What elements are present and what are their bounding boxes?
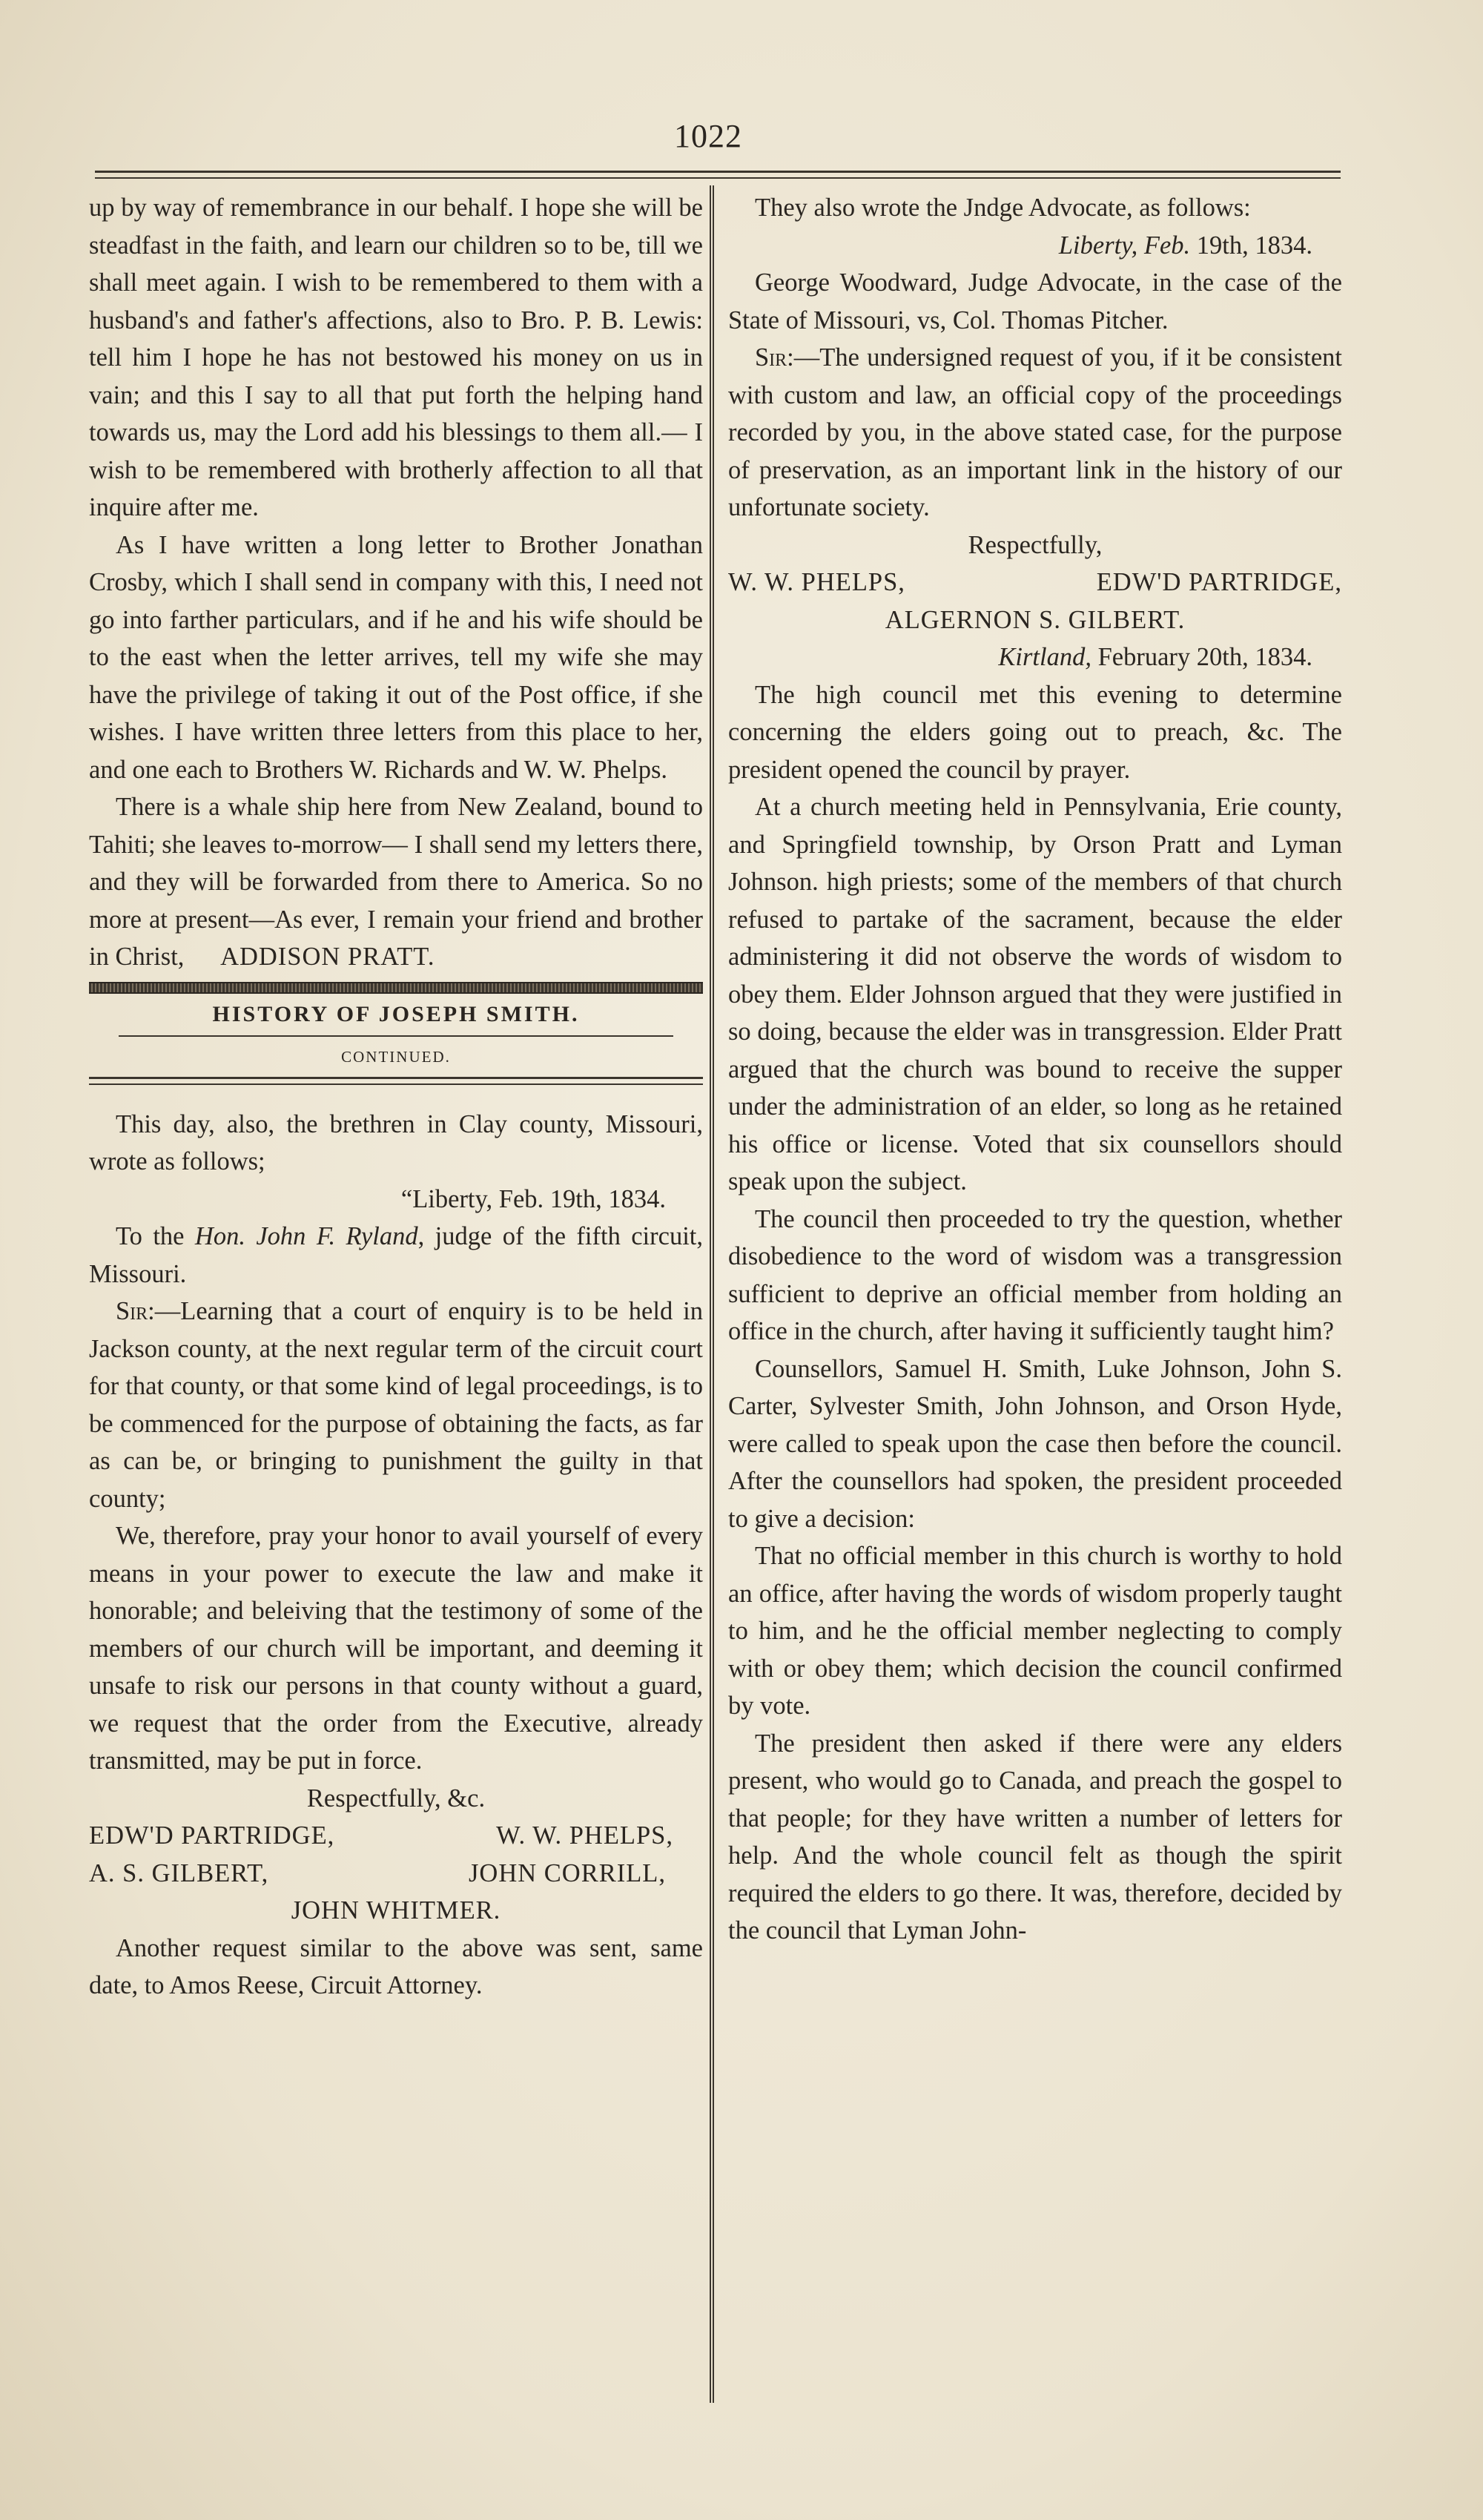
title-rule [119,1035,673,1037]
signature-whitmer: JOHN WHITMER. [291,1896,501,1924]
letter-closing: There is a whale ship here from New Zealand, bound to Tahiti; she leaves to-morrow— I shall send my letters there, and they will be forwarded from there to America. So no more at present—As ever, I remain your friend and brother in Christ, [89,793,703,971]
salutation [89,1218,703,1293]
history-paragraph: The president then asked if there were any elders present, who would go to Canada, and preach the gospel to that people; for they have written a number of letters for help. And the whole council felt as though the spirit required the elders to go there. It was, therefore, decided by the council that Lyman John- [728,1729,1342,1945]
section-title: HISTORY OF JOSEPH SMITH. [212,1001,580,1026]
salutation-text: , judge of the fifth circuit, Missouri. [89,1222,703,1288]
letter-paragraph [89,1293,703,1517]
signature-line [89,1855,703,1893]
column-divider [710,185,711,2403]
left-column [89,189,703,2005]
signature-addison-pratt: ADDISON PRATT. [220,943,435,971]
signature-phelps: W. W. PHELPS, [496,1821,673,1850]
history-paragraph: The council then proceeded to try the question, whether disobedience to the word of wisdom was a transgression sufficient to deprive an official member from holding an office in the church, after having it sufficiently taught him? [728,1204,1342,1345]
right-column [728,189,1342,1950]
history-paragraph: At a church meeting held in Pennsylvania, Erie county, and Springfield township, by Orson Pratt and Lyman Johnson. high priests; some of the members of that church refused to partake of the sacrament, because the elder administering it did not observe the words of wisdom to obey them. Elder Johnson argued that they were justified in so doing, because the elder was in transgression. Elder Pratt argued that the church was bound to receive the supper under the administration of an elder, so long as he retained his office or license. Voted that six counsellors should speak upon the subject. [728,793,1342,1195]
letter-paragraph: As I have written a long letter to Brother Jonathan Crosby, which I shall send in company with this, I need not go into farther particulars, and if he and his wife should be to the east when the letter arrives, tell my wife she may have the privilege of taking it out of the Post office, if she wishes. I have written three letters from this place to her, and one each to Brothers W. Richards and W. W. Phelps. [89,530,703,784]
header-rule [95,171,1341,179]
signature-gilbert: ALGERNON S. GILBERT. [885,605,1186,634]
dateline: “Liberty, Feb. 19th, 1834. [400,1184,666,1213]
signature-partridge: EDW'D PARTRIDGE, [1096,568,1342,596]
closing: Respectfully, &c. [306,1784,486,1813]
history-paragraph: They also wrote the Jndge Advocate, as follows: [755,194,1251,222]
letter-paragraph: George Woodward, Judge Advocate, in the case of the State of Missouri, vs, Col. Thomas Pitcher. [728,268,1342,334]
continued-rule [89,1077,703,1085]
dateline [728,639,1342,676]
signature-phelps: W. W. PHELPS, [728,568,905,596]
letter-paragraph [728,339,1342,527]
dateline-place: Liberty, Feb. [1058,231,1191,260]
sir-label: Sir: [116,1297,155,1325]
salutation-text: To the [116,1222,195,1250]
letter-text: —The undersigned request of you, if it be consistent with custom and law, an official copy of the proceedings recorded by you, in the above stated case, for the purpose of preservation, as an important link in the history of our unfortunate society. [728,343,1342,521]
history-paragraph: The high council met this evening to determine concerning the elders going out to preach, &c. The president opened the council by prayer. [728,680,1342,784]
history-paragraph: Another request similar to the above was sent, same date, to Amos Reese, Circuit Attorney. [89,1933,703,1999]
dateline-date: February 20th, 1834. [1091,643,1312,671]
sir-label: Sir: [755,343,794,372]
signature-line [89,1817,703,1855]
letter-text: —Learning that a court of enquiry is to be held in Jackson county, at the next regular term of the circuit court for that county, or that some kind of legal proceedings, is to be commenced for the purpose of obtaining the facts, as far as can be, or bringing to punishment the guilty in that county; [89,1297,703,1513]
section-banner-rule [89,982,703,994]
letter-paragraph: We, therefore, pray your honor to avail yourself of every means in your power to execute the law and make it honorable; and beleiving that the testimony of some of the members of our church will be important, and deeming it unsafe to risk our persons in that county without a guard, we request that the order from the Executive, already transmitted, may be put in force. [89,1522,703,1775]
signature-partridge: EDW'D PARTRIDGE, [89,1821,335,1850]
signature-gilbert: A. S. GILBERT, [89,1858,269,1887]
history-paragraph: That no official member in this church is worthy to hold an office, after having the words of wisdom properly taught to him, and he the official member neglecting to comply with or obey them; which decision the council confirmed by vote. [728,1542,1342,1720]
dateline-place: Kirtland, [998,643,1091,671]
closing: Respectfully, [968,530,1103,559]
dateline-date: 19th, 1834. [1190,231,1312,260]
signature-corrill: JOHN CORRILL, [468,1858,666,1887]
continued-label: CONTINUED. [341,1047,451,1066]
letter-paragraph: up by way of remembrance in our behalf. I hope she will be steadfast in the faith, and learn our children so to be, till we shall meet again. I wish to be remembered to them with a husband's and father's affections, also to Bro. P. B. Lewis: tell him I hope he has not bestowed his money on us in vain; and this I say to all that put forth the helping hand towards us, may the Lord add his blessings to them all.— I wish to be remembered with brotherly affection to all that inquire after me. [89,194,703,521]
letter-paragraph [89,788,703,976]
dateline [728,227,1342,265]
addressee-name: Hon. John F. Ryland [194,1222,418,1250]
history-paragraph: Counsellors, Samuel H. Smith, Luke Johnson, John S. Carter, Sylvester Smith, John Johnson, and Orson Hyde, were called to speak upon the case then before the council. After the counsellors had spoken, the president proceeded to give a decision: [728,1354,1342,1533]
history-paragraph: This day, also, the brethren in Clay county, Missouri, wrote as follows; [89,1109,703,1175]
signature-line [728,564,1342,601]
page-number: 1022 [674,118,742,154]
